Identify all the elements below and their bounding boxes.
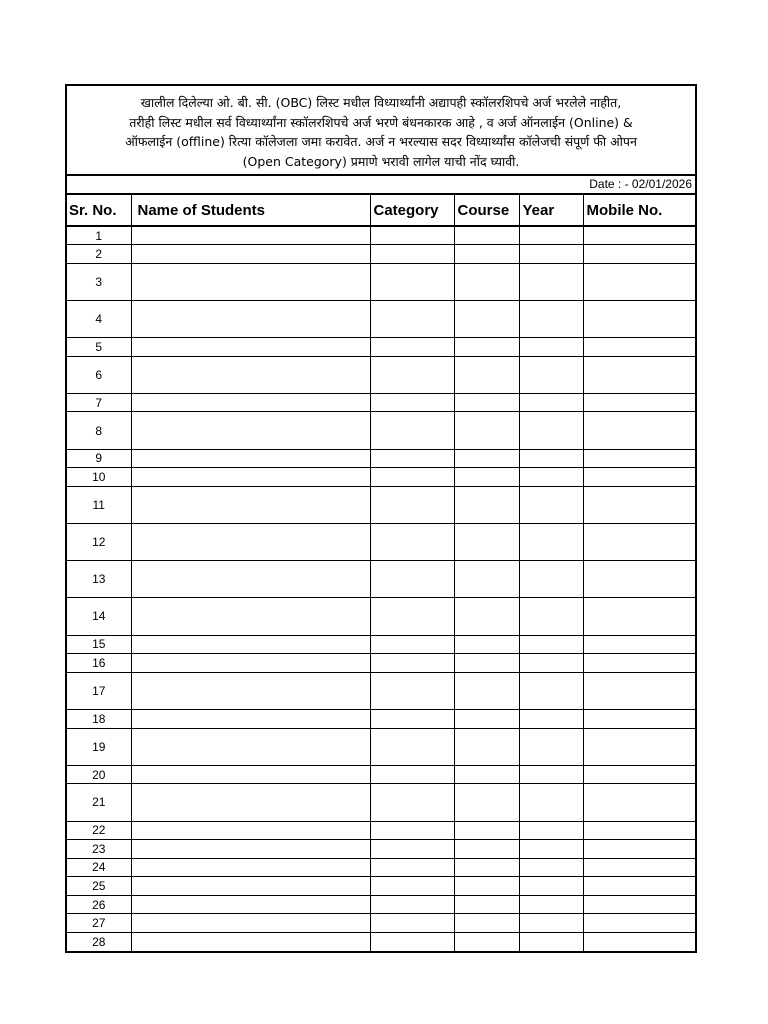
category-cell[interactable] — [370, 840, 454, 859]
category-cell[interactable] — [370, 263, 454, 300]
course-cell[interactable] — [454, 895, 519, 914]
course-cell[interactable] — [454, 598, 519, 635]
year-cell[interactable] — [519, 709, 583, 728]
name-cell[interactable] — [131, 263, 370, 300]
date-label: Date : - 02/01/2026 — [67, 176, 695, 195]
sr-no-cell: 15 — [67, 635, 131, 654]
category-cell[interactable] — [370, 654, 454, 673]
table-row — [67, 709, 695, 728]
table-row — [67, 728, 695, 765]
category-cell[interactable] — [370, 895, 454, 914]
name-cell[interactable] — [131, 728, 370, 765]
mobile-cell[interactable] — [583, 486, 695, 523]
sr-no-cell: 20 — [67, 765, 131, 784]
name-cell[interactable] — [131, 821, 370, 840]
table-row — [67, 635, 695, 654]
table-row — [67, 654, 695, 673]
table-row — [67, 877, 695, 896]
year-cell[interactable] — [519, 245, 583, 264]
table-row — [67, 338, 695, 357]
name-cell[interactable] — [131, 672, 370, 709]
course-cell[interactable] — [454, 356, 519, 393]
category-cell[interactable] — [370, 226, 454, 245]
course-cell[interactable] — [454, 245, 519, 264]
mobile-cell[interactable] — [583, 635, 695, 654]
mobile-cell[interactable] — [583, 858, 695, 877]
mobile-cell[interactable] — [583, 784, 695, 821]
category-cell[interactable] — [370, 561, 454, 598]
category-cell[interactable] — [370, 914, 454, 933]
category-cell[interactable] — [370, 338, 454, 357]
sr-no-cell: 11 — [67, 486, 131, 523]
sr-no-cell: 2 — [67, 245, 131, 264]
mobile-cell[interactable] — [583, 765, 695, 784]
name-cell[interactable] — [131, 226, 370, 245]
course-cell[interactable] — [454, 709, 519, 728]
mobile-cell[interactable] — [583, 338, 695, 357]
header-name: Name of Students — [131, 195, 370, 226]
category-cell[interactable] — [370, 858, 454, 877]
category-cell[interactable] — [370, 524, 454, 561]
sr-no-cell: 5 — [67, 338, 131, 357]
mobile-cell[interactable] — [583, 393, 695, 412]
mobile-cell[interactable] — [583, 300, 695, 337]
course-cell[interactable] — [454, 858, 519, 877]
sr-no-cell: 13 — [67, 561, 131, 598]
mobile-cell[interactable] — [583, 877, 695, 896]
year-cell[interactable] — [519, 784, 583, 821]
sr-no-cell: 3 — [67, 263, 131, 300]
year-cell[interactable] — [519, 226, 583, 245]
sr-no-cell: 27 — [67, 914, 131, 933]
table-row — [67, 393, 695, 412]
sr-no-cell: 25 — [67, 877, 131, 896]
course-cell[interactable] — [454, 784, 519, 821]
notice-line: खालील दिलेल्या ओ. बी. सी. (OBC) लिस्ट मधील विध्यार्थ्यांनी अद्यापही स्कॉलरशिपचे अर्ज भरलेले नाहीत, — [140, 95, 622, 110]
name-cell[interactable] — [131, 356, 370, 393]
mobile-cell[interactable] — [583, 245, 695, 264]
category-cell[interactable] — [370, 412, 454, 449]
year-cell[interactable] — [519, 728, 583, 765]
table-row — [67, 895, 695, 914]
mobile-cell[interactable] — [583, 356, 695, 393]
table-row — [67, 300, 695, 337]
name-cell[interactable] — [131, 933, 370, 952]
mobile-cell[interactable] — [583, 524, 695, 561]
name-cell[interactable] — [131, 468, 370, 487]
sr-no-cell: 22 — [67, 821, 131, 840]
sr-no-cell: 28 — [67, 933, 131, 952]
table-row — [67, 821, 695, 840]
course-cell[interactable] — [454, 412, 519, 449]
course-cell[interactable] — [454, 765, 519, 784]
course-cell[interactable] — [454, 933, 519, 952]
mobile-cell[interactable] — [583, 598, 695, 635]
header-category: Category — [370, 195, 454, 226]
table-row — [67, 598, 695, 635]
course-cell[interactable] — [454, 468, 519, 487]
category-cell[interactable] — [370, 877, 454, 896]
name-cell[interactable] — [131, 393, 370, 412]
table-row — [67, 486, 695, 523]
header-sr-no: Sr. No. — [67, 195, 131, 226]
mobile-cell[interactable] — [583, 933, 695, 952]
sr-no-cell: 1 — [67, 226, 131, 245]
name-cell[interactable] — [131, 524, 370, 561]
name-cell[interactable] — [131, 877, 370, 896]
name-cell[interactable] — [131, 840, 370, 859]
name-cell[interactable] — [131, 765, 370, 784]
table-row — [67, 914, 695, 933]
table-row — [67, 858, 695, 877]
mobile-cell[interactable] — [583, 226, 695, 245]
sr-no-cell: 7 — [67, 393, 131, 412]
course-cell[interactable] — [454, 338, 519, 357]
course-cell[interactable] — [454, 840, 519, 859]
category-cell[interactable] — [370, 635, 454, 654]
category-cell[interactable] — [370, 765, 454, 784]
year-cell[interactable] — [519, 635, 583, 654]
category-cell[interactable] — [370, 728, 454, 765]
sr-no-cell: 18 — [67, 709, 131, 728]
table-header-row — [67, 195, 695, 226]
category-cell[interactable] — [370, 486, 454, 523]
sr-no-cell: 6 — [67, 356, 131, 393]
name-cell[interactable] — [131, 635, 370, 654]
notice-line: (Open Category) प्रमाणे भरावी लागेल याची नोंद घ्यावी. — [242, 153, 520, 169]
sr-no-cell: 21 — [67, 784, 131, 821]
course-cell[interactable] — [454, 449, 519, 468]
table-row — [67, 245, 695, 264]
table-row — [67, 226, 695, 245]
header-course: Course — [454, 195, 519, 226]
sr-no-cell: 8 — [67, 412, 131, 449]
category-cell[interactable] — [370, 598, 454, 635]
name-cell[interactable] — [131, 858, 370, 877]
year-cell[interactable] — [519, 300, 583, 337]
mobile-cell[interactable] — [583, 449, 695, 468]
sr-no-cell: 24 — [67, 858, 131, 877]
year-cell[interactable] — [519, 672, 583, 709]
year-cell[interactable] — [519, 877, 583, 896]
category-cell[interactable] — [370, 449, 454, 468]
sr-no-cell: 16 — [67, 654, 131, 673]
sr-no-cell: 19 — [67, 728, 131, 765]
category-cell[interactable] — [370, 709, 454, 728]
notice-line: तरीही लिस्ट मधील सर्व विध्यार्थ्यांना स्कॉलरशिपचे अर्ज भरणे बंधनकारक आहे , व अर्ज ऑनलाईन (Online) & — [129, 114, 633, 130]
table-row — [67, 933, 695, 952]
course-cell[interactable] — [454, 728, 519, 765]
table-row — [67, 412, 695, 449]
year-cell[interactable] — [519, 821, 583, 840]
name-cell[interactable] — [131, 300, 370, 337]
sr-no-cell: 4 — [67, 300, 131, 337]
year-cell[interactable] — [519, 840, 583, 859]
table-row — [67, 263, 695, 300]
category-cell[interactable] — [370, 821, 454, 840]
mobile-cell[interactable] — [583, 263, 695, 300]
table-row — [67, 765, 695, 784]
table-row — [67, 561, 695, 598]
year-cell[interactable] — [519, 524, 583, 561]
table-row — [67, 784, 695, 821]
students-table — [67, 195, 695, 951]
course-cell[interactable] — [454, 914, 519, 933]
year-cell[interactable] — [519, 933, 583, 952]
mobile-cell[interactable] — [583, 895, 695, 914]
sr-no-cell: 23 — [67, 840, 131, 859]
mobile-cell[interactable] — [583, 709, 695, 728]
category-cell[interactable] — [370, 672, 454, 709]
course-cell[interactable] — [454, 561, 519, 598]
mobile-cell[interactable] — [583, 654, 695, 673]
category-cell[interactable] — [370, 356, 454, 393]
sr-no-cell: 9 — [67, 449, 131, 468]
header-mobile: Mobile No. — [583, 195, 695, 226]
table-row — [67, 356, 695, 393]
name-cell[interactable] — [131, 709, 370, 728]
course-cell[interactable] — [454, 486, 519, 523]
category-cell[interactable] — [370, 245, 454, 264]
year-cell[interactable] — [519, 486, 583, 523]
name-cell[interactable] — [131, 914, 370, 933]
year-cell[interactable] — [519, 356, 583, 393]
table-row — [67, 524, 695, 561]
name-cell[interactable] — [131, 449, 370, 468]
name-cell[interactable] — [131, 561, 370, 598]
sr-no-cell: 10 — [67, 468, 131, 487]
category-cell[interactable] — [370, 393, 454, 412]
year-cell[interactable] — [519, 858, 583, 877]
category-cell[interactable] — [370, 784, 454, 821]
year-cell[interactable] — [519, 412, 583, 449]
course-cell[interactable] — [454, 393, 519, 412]
course-cell[interactable] — [454, 877, 519, 896]
sr-no-cell: 17 — [67, 672, 131, 709]
course-cell[interactable] — [454, 263, 519, 300]
name-cell[interactable] — [131, 338, 370, 357]
year-cell[interactable] — [519, 914, 583, 933]
notice-line: ऑफलाईन (offline) रित्या कॉलेजला जमा करावेत. अर्ज न भरल्यास सदर विध्यार्थ्यांस कॉलेजची संपूर्ण फी ओपन — [125, 134, 637, 149]
year-cell[interactable] — [519, 765, 583, 784]
course-cell[interactable] — [454, 672, 519, 709]
table-row — [67, 449, 695, 468]
mobile-cell[interactable] — [583, 468, 695, 487]
mobile-cell[interactable] — [583, 821, 695, 840]
course-cell[interactable] — [454, 524, 519, 561]
name-cell[interactable] — [131, 412, 370, 449]
course-cell[interactable] — [454, 654, 519, 673]
notice-text — [67, 86, 695, 176]
year-cell[interactable] — [519, 598, 583, 635]
mobile-cell[interactable] — [583, 914, 695, 933]
scholarship-form-sheet — [65, 84, 697, 953]
year-cell[interactable] — [519, 468, 583, 487]
year-cell[interactable] — [519, 393, 583, 412]
mobile-cell[interactable] — [583, 840, 695, 859]
course-cell[interactable] — [454, 300, 519, 337]
mobile-cell[interactable] — [583, 561, 695, 598]
year-cell[interactable] — [519, 895, 583, 914]
name-cell[interactable] — [131, 784, 370, 821]
name-cell[interactable] — [131, 895, 370, 914]
mobile-cell[interactable] — [583, 728, 695, 765]
header-year: Year — [519, 195, 583, 226]
sr-no-cell: 14 — [67, 598, 131, 635]
mobile-cell[interactable] — [583, 672, 695, 709]
year-cell[interactable] — [519, 338, 583, 357]
category-cell[interactable] — [370, 933, 454, 952]
year-cell[interactable] — [519, 263, 583, 300]
year-cell[interactable] — [519, 654, 583, 673]
mobile-cell[interactable] — [583, 412, 695, 449]
table-row — [67, 468, 695, 487]
table-row — [67, 840, 695, 859]
name-cell[interactable] — [131, 654, 370, 673]
sr-no-cell: 12 — [67, 524, 131, 561]
course-cell[interactable] — [454, 821, 519, 840]
name-cell[interactable] — [131, 598, 370, 635]
name-cell[interactable] — [131, 486, 370, 523]
year-cell[interactable] — [519, 561, 583, 598]
category-cell[interactable] — [370, 300, 454, 337]
sr-no-cell: 26 — [67, 895, 131, 914]
course-cell[interactable] — [454, 226, 519, 245]
category-cell[interactable] — [370, 468, 454, 487]
name-cell[interactable] — [131, 245, 370, 264]
year-cell[interactable] — [519, 449, 583, 468]
table-row — [67, 672, 695, 709]
course-cell[interactable] — [454, 635, 519, 654]
